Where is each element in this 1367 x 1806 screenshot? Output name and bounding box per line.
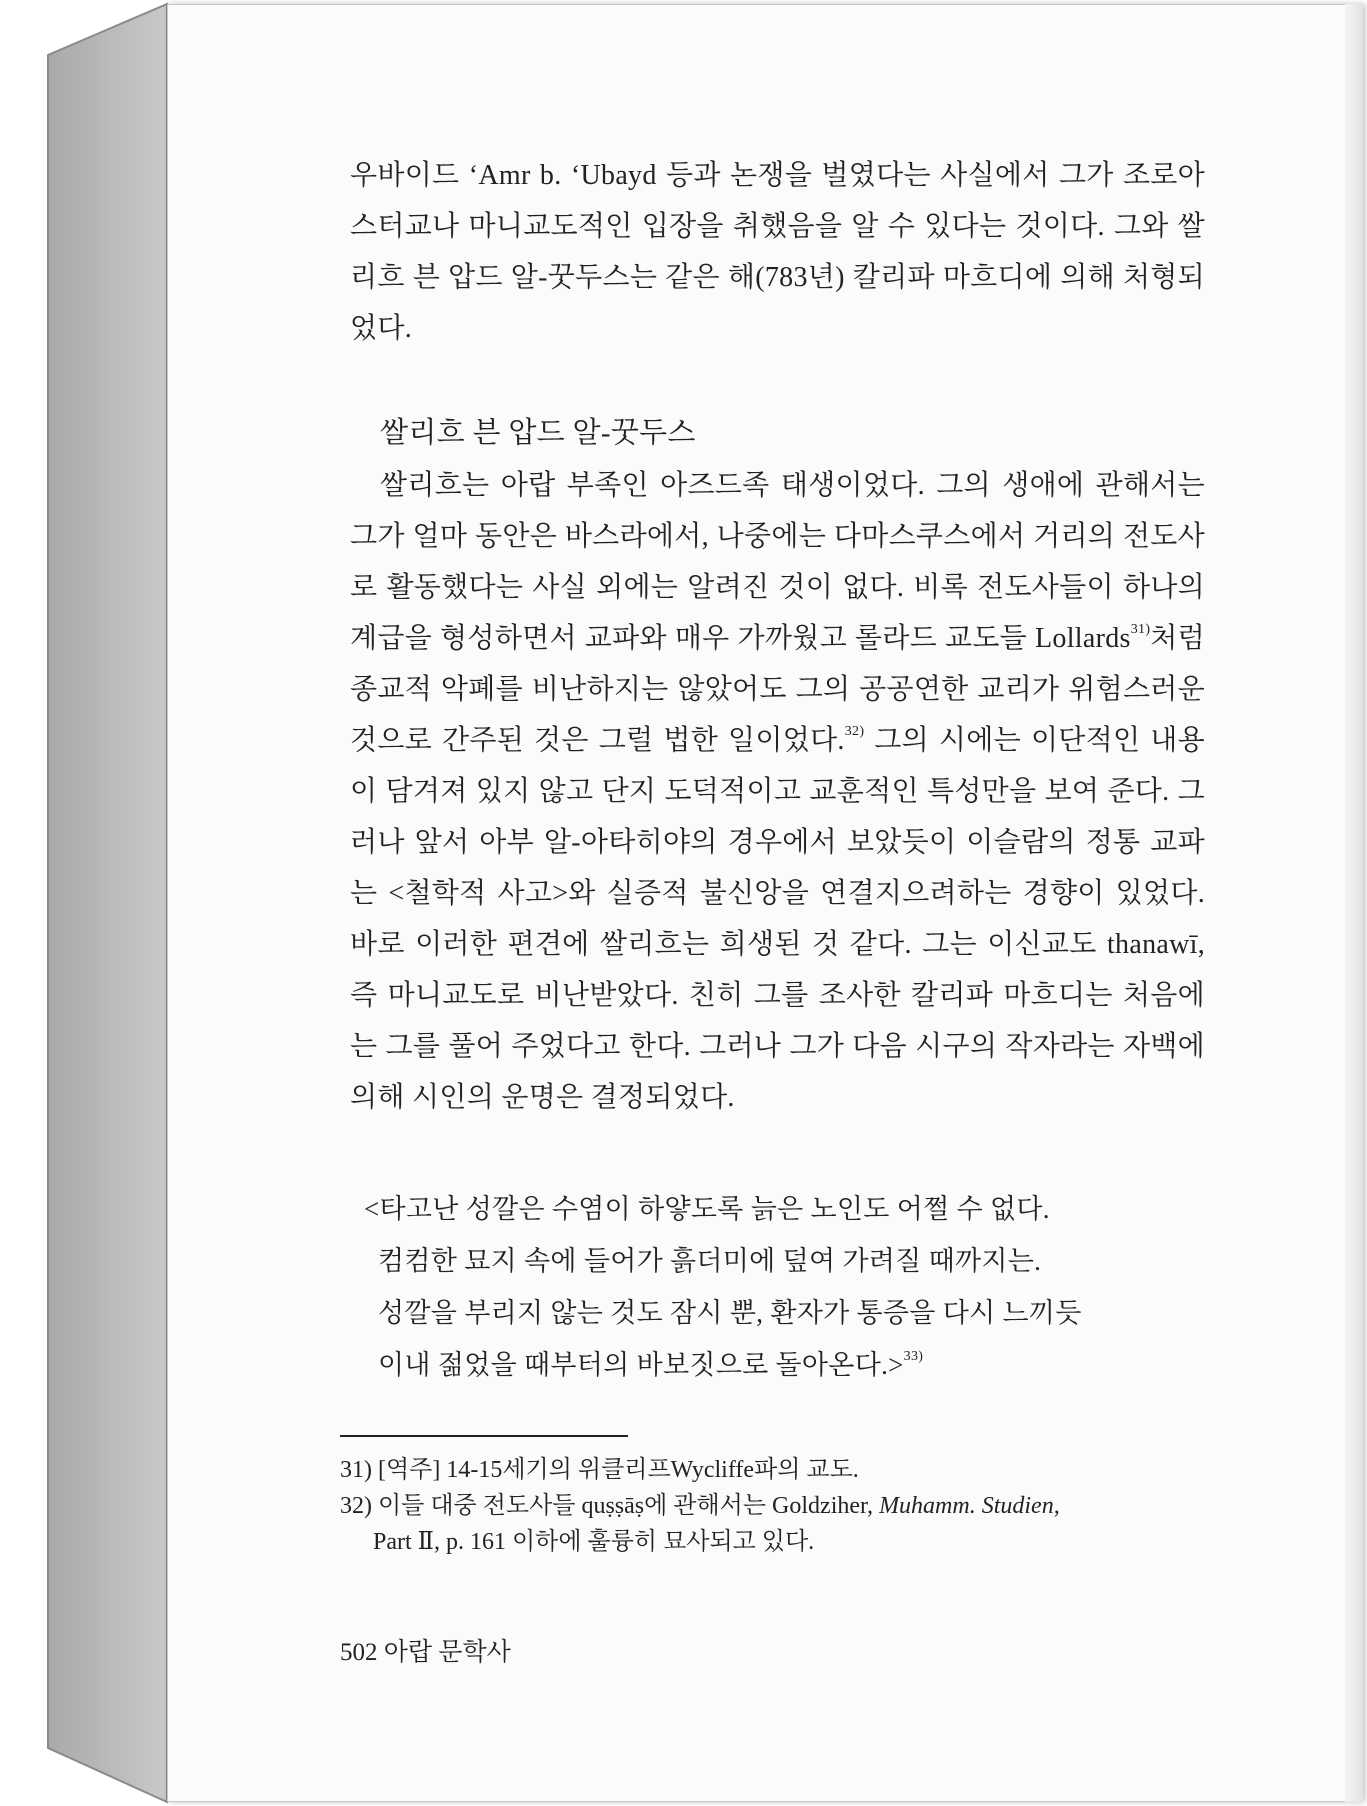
intro-paragraph: 우바이드 ‘Amr b. ‘Ubayd 등과 논쟁을 벌였다는 사실에서 그가 조로아스터교나 마니교도적인 입장을 취했음을 알 수 있다는 것이다. 그와 쌀리흐 븐 압드 알-꿋두스는 같은 해(783년) 칼리파 마흐디에 의해 처형되었다.	[350, 160, 1205, 344]
section-heading: 쌀리흐 븐 압드 알-꿋두스	[380, 417, 696, 449]
body-text-part2: 처럼 종교적 악폐를 비난하지는 않았어도 그의 공공연한 교리가 위험스러운 것으로 간주된 것은 그럴 법한 일이었다.	[350, 623, 1205, 756]
footnote-32	[340, 1488, 1210, 1524]
poem-quote	[364, 1183, 1205, 1391]
footnote-divider	[340, 1435, 628, 1437]
poem-line-3: 성깔을 부리지 않는 것도 잠시 뿐, 환자가 통증을 다시 느끼듯	[378, 1298, 1082, 1328]
poem-line-4-text: 이내 젊었을 때부터의 바보짓으로 돌아온다.>	[378, 1350, 904, 1380]
body-text-part3: 그의 시에는 이단적인 내용이 담겨져 있지 않고 단지 도덕적이고 교훈적인 특성만을 보여 준다. 그러나 앞서 아부 알-아타히야의 경우에서 보았듯이 이슬람의 정통 교파는 <철학적 사고>와 실증적 불신앙을 연결지으려하는 경향이 있었다. 바로 이러한 편견에 쌀리흐는 희생된 것 같다. 그는 이신교도 thanawī, 즉 마니교도로 비난받았다. 친히 그를 조사한 칼리파 마흐디는 처음에는 그를 풀어 주었다고 한다. 그러나 그가 다음 시구의 작자라는 자백에 의해 시인의 운명은 결정되었다.	[350, 725, 1206, 1113]
page-folio: 502 아랍 문학사	[340, 1639, 511, 1666]
footnote-32-continued: Part Ⅱ, p. 161 이하에 훌륭히 묘사되고 있다.	[373, 1529, 815, 1555]
footnotes	[340, 1452, 1210, 1560]
page-edge	[1345, 4, 1363, 1802]
body-paragraph	[350, 460, 1205, 1123]
footnote-32-title: Muhamm. Studien,	[879, 1493, 1060, 1519]
poem-line-4	[364, 1339, 1205, 1391]
footnote-31: 31) [역주] 14-15세기의 위클리프Wycliffe파의 교도.	[340, 1457, 859, 1483]
footnote-ref-33: 33)	[903, 1349, 924, 1364]
footnote-32-text: 32) 이들 대중 전도사들 quṣṣāṣ에 관해서는 Goldziher,	[340, 1493, 880, 1519]
footnote-ref-31: 31)	[1130, 622, 1151, 637]
main-text	[350, 150, 1205, 1391]
footnote-ref-32: 32)	[844, 724, 865, 739]
body-text-part1: 쌀리흐는 아랍 부족인 아즈드족 태생이었다. 그의 생애에 관해서는 그가 얼마 동안은 바스라에서, 나중에는 다마스쿠스에서 거리의 전도사로 활동했다는 사실 외에는 알려진 것이 없다. 비록 전도사들이 하나의 계급을 형성하면서 교파와 매우 가까웠고 롤라드 교도들 Lollards	[350, 470, 1205, 654]
poem-line-1: <타고난 성깔은 수염이 하얗도록 늙은 노인도 어쩔 수 없다.	[364, 1194, 1050, 1224]
poem-line-2: 컴컴한 묘지 속에 들어가 흙더미에 덮여 가려질 때까지는.	[378, 1246, 1042, 1276]
